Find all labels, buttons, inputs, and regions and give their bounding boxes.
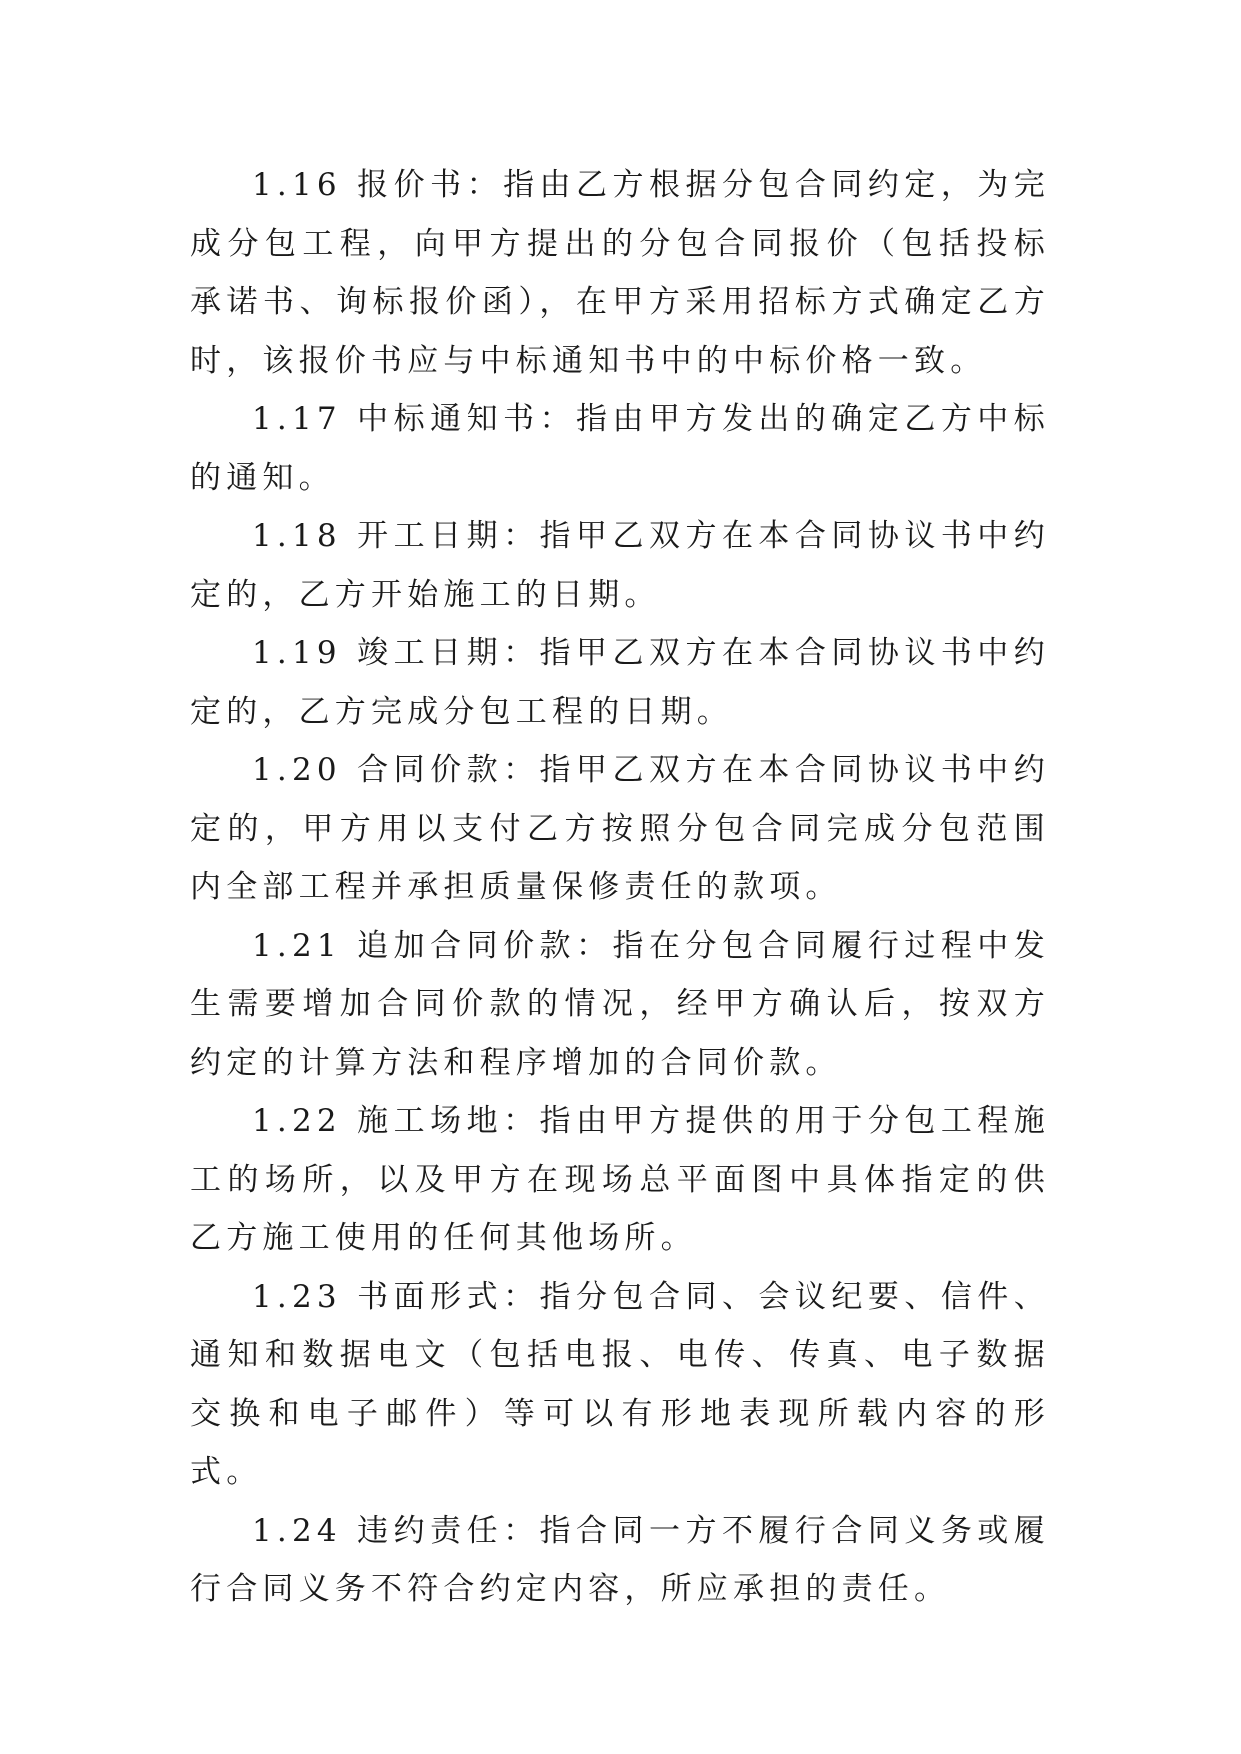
clause-1-24: 1.24 违约责任：指合同一方不履行合同义务或履行合同义务不符合约定内容，所应承担的责任。 [190, 1512, 1050, 1607]
clause-1-17: 1.17 中标通知书：指由甲方发出的确定乙方中标的通知。 [190, 401, 1050, 496]
clause-1-19: 1.19 竣工日期：指甲乙双方在本合同协议书中约定的，乙方完成分包工程的日期。 [190, 635, 1050, 730]
clause-1-23: 1.23 书面形式：指分包合同、会议纪要、信件、通知和数据电文（包括电报、电传、传真、电子数据交换和电子邮件）等可以有形地表现所载内容的形式。 [190, 1278, 1050, 1490]
document-body [190, 156, 1050, 1619]
clause-1-22: 1.22 施工场地：指由甲方提供的用于分包工程施工的场所，以及甲方在现场总平面图中具体指定的供乙方施工使用的任何其他场所。 [190, 1103, 1050, 1256]
clause-1-21: 1.21 追加合同价款：指在分包合同履行过程中发生需要增加合同价款的情况，经甲方确认后，按双方约定的计算方法和程序增加的合同价款。 [190, 927, 1050, 1081]
clause-1-18: 1.18 开工日期：指甲乙双方在本合同协议书中约定的，乙方开始施工的日期。 [190, 518, 1050, 613]
clause-1-20: 1.20 合同价款：指甲乙双方在本合同协议书中约定的，甲方用以支付乙方按照分包合同完成分包范围内全部工程并承担质量保修责任的款项。 [190, 752, 1050, 905]
clause-1-16: 1.16 报价书：指由乙方根据分包合同约定，为完成分包工程，向甲方提出的分包合同报价（包括投标承诺书、询标报价函），在甲方采用招标方式确定乙方时，该报价书应与中标通知书中的中标价格一致。 [190, 167, 1050, 379]
